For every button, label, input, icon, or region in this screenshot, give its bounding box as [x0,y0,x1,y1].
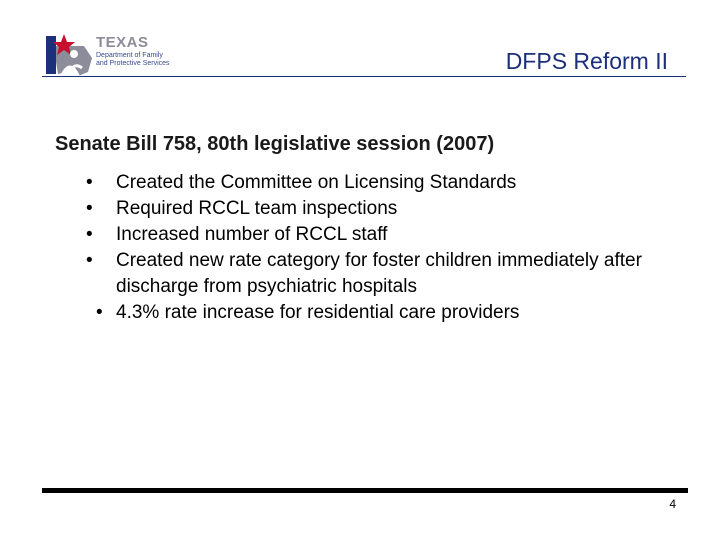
bullet-text: Increased number of RCCL staff [116,224,388,245]
page-number: 4 [669,497,676,511]
bullet-text: 4.3% rate increase for residential care providers [116,302,520,323]
bullet-marker: • [86,198,93,219]
bullet-item [86,300,686,326]
header-divider [42,76,686,77]
bullet-item [86,196,686,222]
bullet-marker: • [86,172,93,193]
bullet-marker: • [96,302,103,323]
bullet-item [86,222,686,248]
bullet-text: Created the Committee on Licensing Standards [116,172,517,193]
logo-department-name [96,52,192,68]
bullet-list [86,170,686,326]
bullet-marker: • [86,250,93,271]
slide-title: DFPS Reform II [505,48,668,74]
content-heading: Senate Bill 758, 80th legislative session (2007) [55,133,495,155]
bullet-item [86,248,686,300]
logo-wordmark: TEXAS [96,34,149,51]
dfps-logo [44,30,194,80]
footer-divider [42,488,688,493]
texas-state-icon [44,32,96,78]
bullet-text: Required RCCL team inspections [116,198,398,219]
logo-department-line-1: Department of Family [96,52,163,59]
bullet-text: Created new rate category for foster children immediately after discharge from psychiatric hospitals [116,250,642,297]
bullet-marker: • [86,224,93,245]
bullet-item [86,170,686,196]
logo-department-line-2: and Protective Services [96,60,170,67]
